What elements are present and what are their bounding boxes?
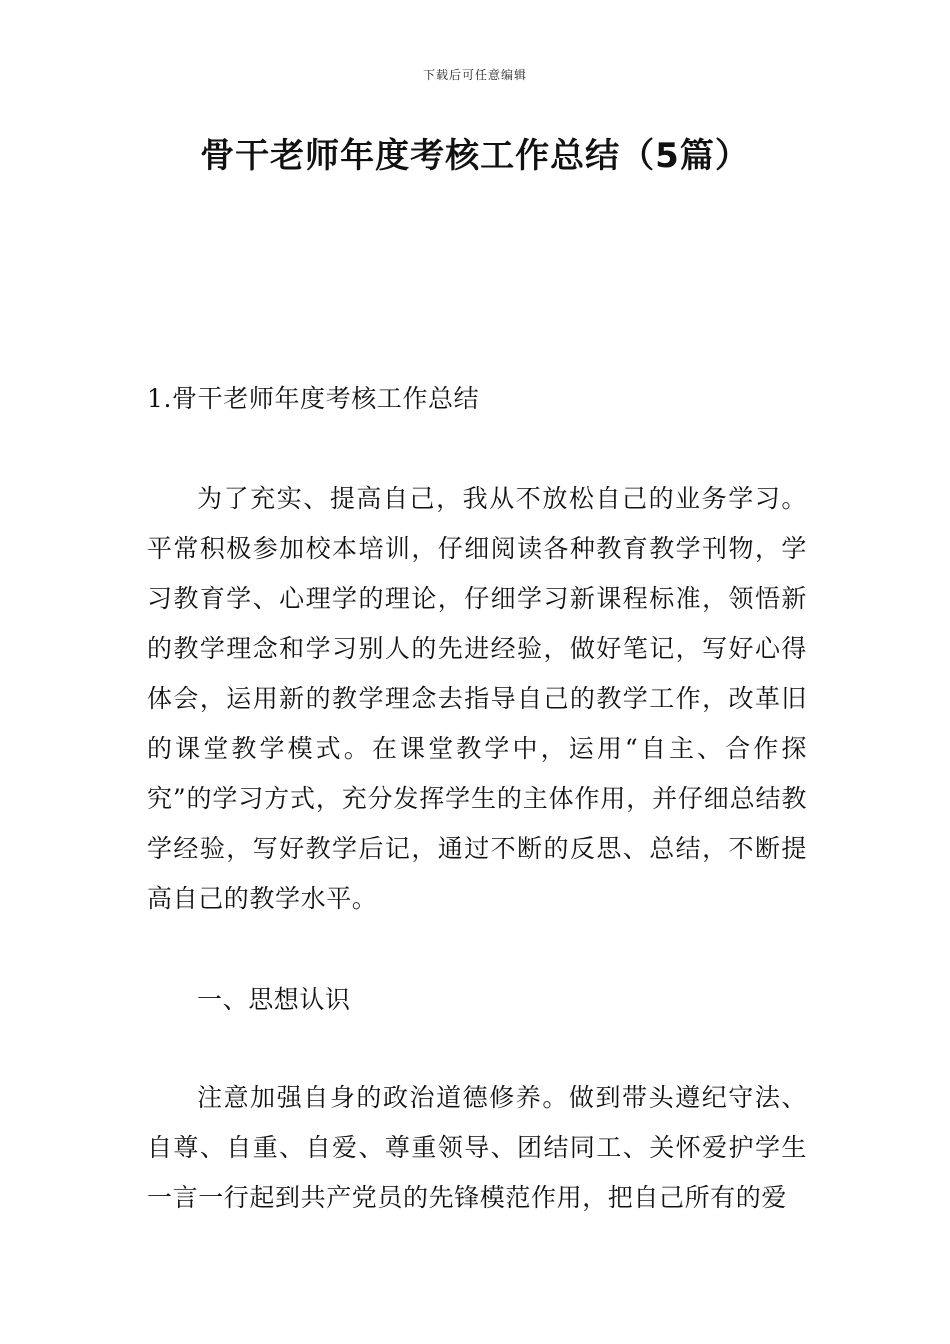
header-note: 下载后可任意编辑 [422, 68, 527, 82]
section-heading: 1.骨干老师年度考核工作总结 [147, 384, 480, 413]
body-paragraph: 注意加强自身的政治道德修养。做到带头遵纪守法、自尊、自重、自爱、尊重领导、团结同工、关怀爱护学生一言一行起到共产党员的先锋模范作用，把自己所有的爱 [147, 1083, 807, 1212]
body-paragraph: 为了充实、提高自己，我从不放松自己的业务学习。平常积极参加校本培训，仔细阅读各种教育教学刊物，学习教育学、心理学的理论，仔细学习新课程标准，领悟新的教学理念和学习别人的先进经验，做好笔记，写好心得体会，运用新的教学理念去指导自己的教学工作，改革旧的课堂教学模式。在课堂教学中，运用“自主、合作探究”的学习方式，充分发挥学生的主体作用，并仔细总结教学经验，写好教学后记，通过不断的反思、总结，不断提高自己的教学水平。 [147, 484, 807, 913]
body-paragraph-2-container [147, 1073, 807, 1223]
subheading: 一、思想认识 [197, 985, 351, 1014]
body-paragraph-1-container [147, 474, 807, 924]
document-title: 骨干老师年度考核工作总结（5篇） [200, 136, 750, 176]
